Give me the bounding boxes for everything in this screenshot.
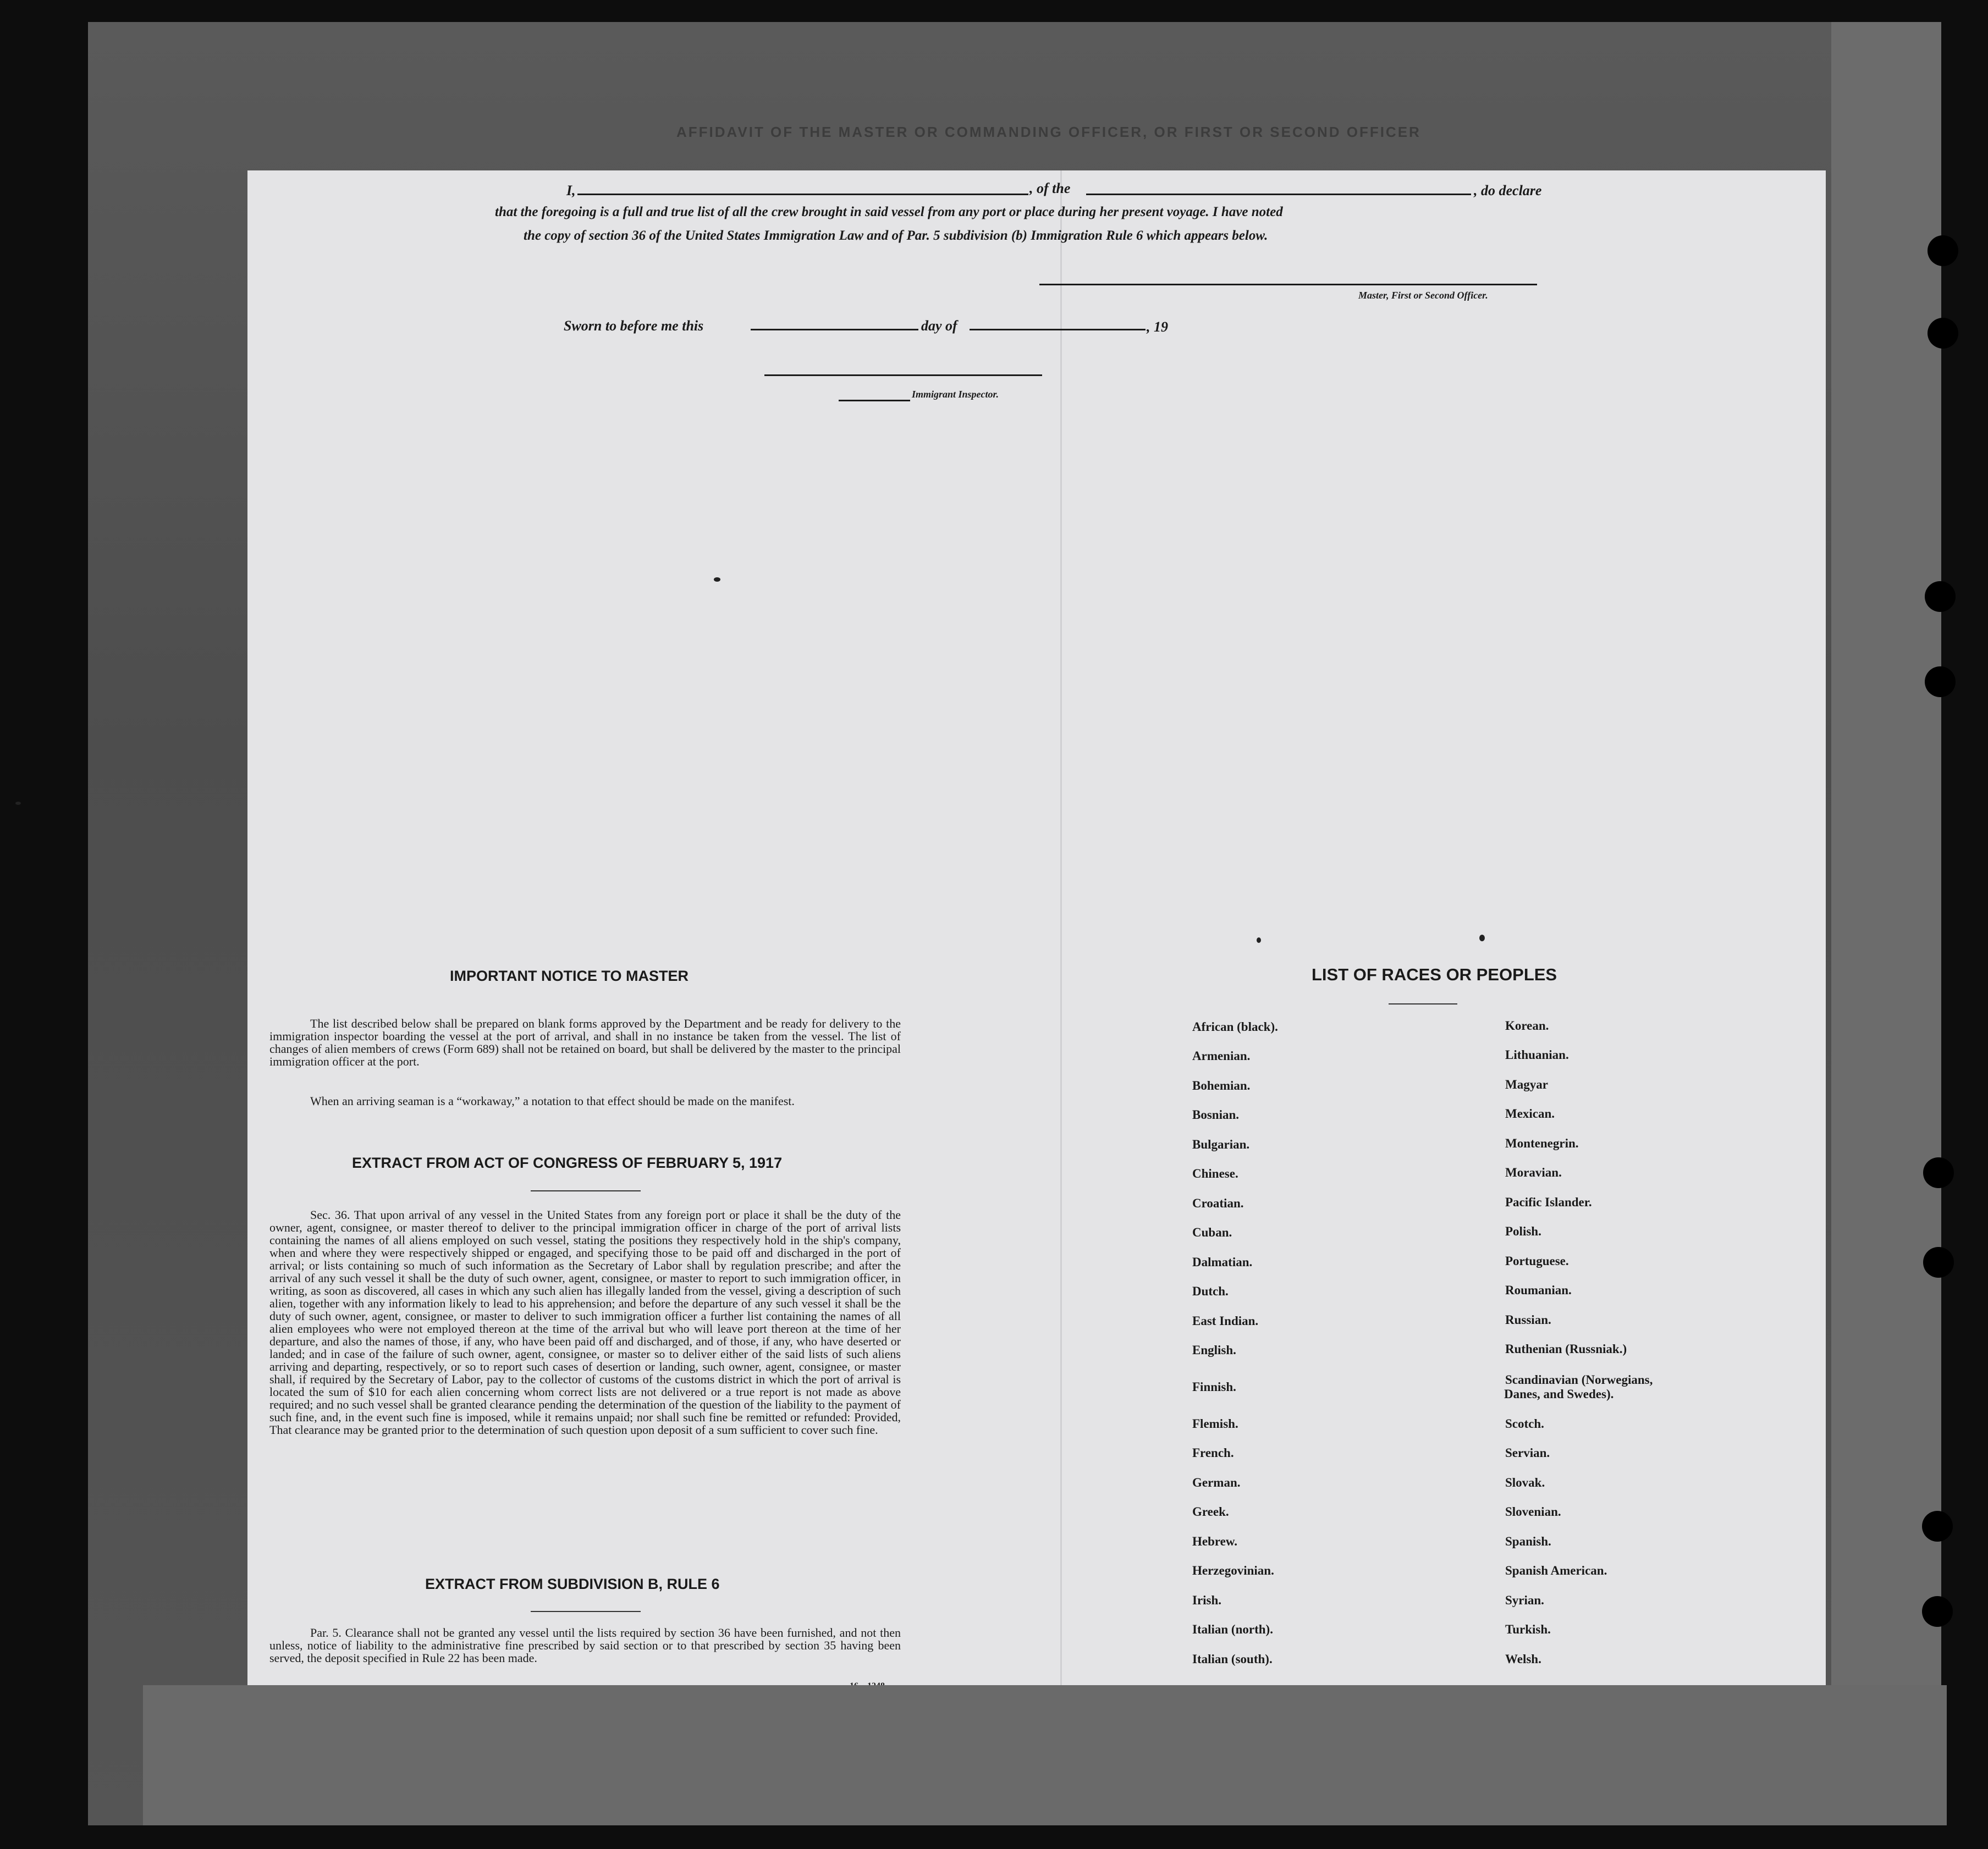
race-item: Croatian.	[1192, 1196, 1244, 1210]
notice-paragraph-1: The list described below shall be prepared on blank forms approved by the Department and be ready for delivery to the immigration inspector boarding the vessel at the port of arrival, and shall in no instance be taken from the vessel. The list of changes of alien members of crews (Form 689) shall not be retained on board, but shall be delivered by the master to the principal immigration officer at the port.	[269, 1017, 901, 1068]
binder-hole	[1922, 1596, 1953, 1627]
master-signature-caption: Master, First or Second Officer.	[1358, 290, 1488, 301]
race-item: Welsh.	[1505, 1652, 1541, 1666]
year-label: , 19	[1147, 319, 1168, 335]
race-item: Slovak.	[1505, 1476, 1545, 1489]
bottom-frame-strip	[143, 1685, 1947, 1825]
race-item: Ruthenian (Russniak.)	[1505, 1342, 1627, 1356]
race-item: Spanish.	[1505, 1535, 1551, 1548]
race-item: Italian (north).	[1192, 1622, 1273, 1636]
binder-hole	[1928, 235, 1958, 266]
race-item: Herzegovinian.	[1192, 1564, 1274, 1577]
declaration-i-label: I,	[566, 183, 576, 198]
ink-speck	[1479, 935, 1485, 941]
race-item: African (black).	[1192, 1020, 1278, 1034]
do-declare-label: , do declare	[1474, 183, 1542, 198]
races-title-rule	[1389, 1003, 1457, 1004]
notice-title: IMPORTANT NOTICE TO MASTER	[450, 968, 689, 984]
race-item: Portuguese.	[1505, 1254, 1569, 1268]
binder-hole	[1928, 318, 1958, 349]
race-item: Magyar	[1505, 1078, 1548, 1091]
race-item: Servian.	[1505, 1446, 1550, 1460]
act-extract-text: Sec. 36. That upon arrival of any vessel in the United States from any foreign port or place it shall be the duty of the owner, agent, consignee, or master thereof to deliver to the principal immigration officer in charge of the port of arrival lists containing the names of all aliens employed on such vessel, stating the positions they respectively hold in the ship's company, when and where they were respectively shipped or engaged, and specifying those to be paid off and discharged in the port of arrival; or lists containing so much of such information as the Secretary of Labor shall by regulation prescribe; and after the arrival of any such vessel it shall be the duty of such owner, agent, consignee, or master to report to such immigration officer, in writing, as soon as discovered, all cases in which any such alien has illegally landed from the vessel, giving a description of such alien, together with any information likely to lead to his apprehension; and before the departure of any such vessel it shall be the duty of such owner, agent, consignee, or master to deliver to such immigration officer a further list containing the names of all alien employees who were not employed thereon at the time of the arrival but who will leave port thereon at the time of her departure, and also the names of those, if any, who have been paid off and discharged, and of those, if any, who have deserted or landed; and in case of the failure of such owner, agent, consignee, or master so to deliver either of the said lists of such aliens arriving and departing, respectively, or so to report such cases of desertion or landing, such owner, agent, consignee, or master shall, if required by the Secretary of Labor, pay to the collector of customs of the customs district in which the port of arrival is located the sum of $10 for each alien concerning whom correct lists are not delivered or a true report is not made as above required; and no such vessel shall be granted clearance pending the determination of the question of the liability to the payment of such fine, and, in the event such fine is imposed, while it remains unpaid; nor shall such fine be remitted or refunded: Provided, That clearance may be granted prior to the determination of such question upon deposit of a sum sufficient to cover such fine.	[269, 1208, 901, 1437]
master-signature-line	[1039, 284, 1537, 285]
race-item: Dalmatian.	[1192, 1255, 1253, 1269]
declaration-line-1: that the foregoing is a full and true list of all the crew brought in said vessel from any port or place during her present voyage. I have noted	[495, 205, 1283, 219]
race-item: East Indian.	[1192, 1314, 1259, 1328]
ink-speck	[15, 802, 21, 805]
sworn-day-line	[751, 329, 918, 330]
vessel-blank-line	[1086, 194, 1471, 195]
race-item: Pacific Islander.	[1505, 1195, 1592, 1209]
fold-crease	[1060, 170, 1062, 1688]
ink-speck	[1257, 937, 1261, 943]
faded-form-header: AFFIDAVIT OF THE MASTER OR COMMANDING OFFICER, OR FIRST OR SECOND OFFICER	[676, 124, 1421, 140]
act-extract-title: EXTRACT FROM ACT OF CONGRESS OF FEBRUARY 5, 1917	[352, 1155, 783, 1171]
rule-title-rule	[531, 1611, 641, 1612]
race-item: Chinese.	[1192, 1167, 1238, 1180]
ink-speck	[714, 577, 720, 582]
race-item: Irish.	[1192, 1593, 1222, 1607]
right-frame-strip	[1831, 22, 1941, 1825]
binder-hole	[1925, 666, 1956, 697]
race-scandinavian-continuation: Danes, and Swedes).	[1504, 1387, 1614, 1401]
race-item: Bulgarian.	[1192, 1138, 1250, 1151]
binder-hole	[1922, 1511, 1953, 1542]
race-item: Syrian.	[1505, 1593, 1544, 1607]
race-item: Russian.	[1505, 1313, 1551, 1327]
binder-hole	[1925, 581, 1956, 612]
race-item: English.	[1192, 1343, 1236, 1357]
inspector-signature-line	[764, 374, 1042, 376]
rule-extract-text: Par. 5. Clearance shall not be granted any vessel until the lists required by section 36 have been furnished, and not then unless, notice of liability to the administrative fine prescribed by said section or to that prescribed by section 35 having been served, the deposit specified in Rule 22 has been made.	[269, 1626, 901, 1665]
race-item: Flemish.	[1192, 1417, 1238, 1431]
race-item: Dutch.	[1192, 1284, 1229, 1298]
race-item: Hebrew.	[1192, 1535, 1237, 1548]
race-item: Greek.	[1192, 1505, 1229, 1519]
race-item: Bohemian.	[1192, 1079, 1251, 1092]
race-item: Slovenian.	[1505, 1505, 1561, 1519]
race-item: Spanish American.	[1505, 1564, 1607, 1577]
race-item: Mexican.	[1505, 1107, 1555, 1121]
binder-hole	[1923, 1157, 1954, 1188]
race-item: French.	[1192, 1446, 1234, 1460]
binder-hole	[1923, 1247, 1954, 1278]
form-sheet	[247, 170, 1826, 1688]
notice-paragraph-2: When an arriving seaman is a “workaway,” a notation to that effect should be made on the manifest.	[310, 1094, 795, 1108]
race-item: Lithuanian.	[1505, 1048, 1569, 1062]
race-item: Scandinavian (Norwegians,	[1505, 1373, 1653, 1387]
race-item: Cuban.	[1192, 1226, 1232, 1239]
race-item: Roumanian.	[1505, 1283, 1572, 1297]
act-title-rule	[531, 1190, 641, 1191]
race-item: Turkish.	[1505, 1622, 1551, 1636]
race-item: Italian (south).	[1192, 1652, 1273, 1666]
race-item: Bosnian.	[1192, 1108, 1240, 1122]
race-item: Armenian.	[1192, 1049, 1251, 1063]
inspector-short-line	[839, 400, 910, 401]
race-item: Finnish.	[1192, 1380, 1236, 1394]
name-blank-line	[577, 194, 1028, 195]
race-item: Korean.	[1505, 1019, 1549, 1033]
day-of-label: day of	[921, 318, 957, 334]
rule-extract-title: EXTRACT FROM SUBDIVISION B, RULE 6	[425, 1576, 720, 1592]
sworn-label: Sworn to before me this	[564, 318, 704, 334]
month-line	[970, 329, 1146, 330]
declaration-line-2: the copy of section 36 of the United States Immigration Law and of Par. 5 subdivision (b) Immigration Rule 6 which appears below.	[524, 228, 1268, 243]
races-title: LIST OF RACES OR PEOPLES	[1312, 965, 1557, 984]
race-item: Montenegrin.	[1505, 1136, 1579, 1150]
race-item: German.	[1192, 1476, 1241, 1489]
race-item: Polish.	[1505, 1224, 1541, 1238]
inspector-caption: Immigrant Inspector.	[912, 389, 999, 400]
race-item: Moravian.	[1505, 1166, 1562, 1179]
race-item: Scotch.	[1505, 1417, 1544, 1431]
of-the-label: , of the	[1029, 180, 1071, 196]
